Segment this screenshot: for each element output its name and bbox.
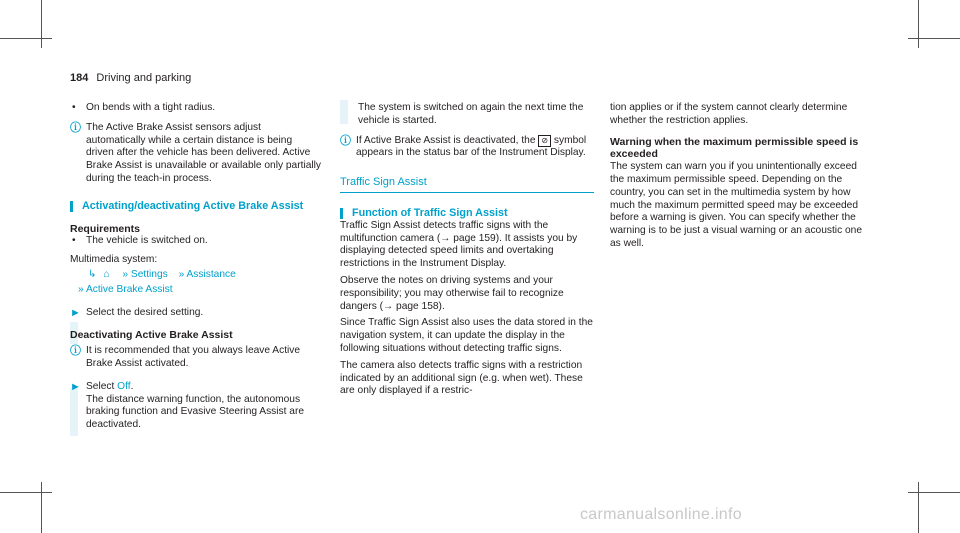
path-assistance: Assistance — [186, 268, 236, 280]
column-middle — [340, 102, 594, 398]
chevron-icon: » — [78, 283, 84, 295]
column-left — [70, 102, 322, 432]
menu-path — [70, 269, 322, 282]
paragraph: The camera also detects traffic signs with a restriction indicated by an additional sign (e.g. when wet). These are only displayed if a restric- — [340, 359, 583, 397]
crop-mark — [41, 0, 42, 48]
crop-mark — [0, 38, 52, 39]
path-active-brake: Active Brake Assist — [85, 283, 173, 295]
action-pre: Select — [86, 380, 118, 392]
note-text-b: symbol appears in the status bar of the Instrument Display. — [356, 134, 587, 159]
chevron-icon: » — [178, 268, 185, 280]
play-arrow-icon: ► — [70, 306, 81, 319]
note-text: The Active Brake Assist sensors adjust automatically while a certain distance is being driven after the vehicle has been delivered. Active Brake Assist is unavailable or available only partially during the teach-in process. — [86, 121, 321, 184]
info-icon: ⓘ — [340, 134, 351, 147]
crop-mark — [908, 492, 960, 493]
arrow-right-icon: ↳ — [88, 268, 97, 280]
section-heading: Warning when the maximum permissible speed is exceeded — [610, 135, 859, 161]
section-title: Traffic Sign Assist — [340, 176, 594, 193]
requirements-title: Requirements — [70, 222, 141, 235]
action-result: The distance warning function, the autonomous braking function and Evasive Steering Assist are deactivated. — [86, 393, 305, 431]
watermark: carmanualsonline.info — [580, 506, 742, 523]
info-icon: ⓘ — [70, 121, 81, 134]
off-option: Off — [117, 380, 131, 392]
column-right — [610, 102, 862, 251]
action-text: Select the desired setting. — [86, 306, 204, 318]
continuation-text: The system is switched on again the next time the vehicle is started. — [358, 102, 584, 126]
page-number: 184 — [70, 72, 89, 84]
deactivating-title: Deactivating Active Brake Assist — [70, 329, 233, 342]
paragraph: Observe the notes on driving systems and your responsibility; you may otherwise fail to recognize dangers (→ page 158). — [340, 274, 564, 312]
info-icon: ⓘ — [70, 345, 81, 358]
action-step — [70, 381, 322, 432]
continuation-text: tion applies or if the system cannot clearly determine whether the restriction applies. — [610, 102, 848, 126]
bullet-item: • On bends with a tight radius. — [70, 102, 322, 115]
body-text — [340, 220, 594, 398]
crop-mark — [0, 492, 52, 493]
note-text-a: If Active Brake Assist is deactivated, the — [356, 134, 536, 146]
chapter-title: Driving and parking — [96, 72, 192, 84]
paragraph: Traffic Sign Assist detects traffic signs with the multifunction camera (→ page 159). It assists you by displaying detected speed limits and overtaking restrictions in the Instrument Display. — [340, 219, 578, 270]
action-bar — [340, 100, 348, 124]
home-icon: ⌂ — [103, 268, 110, 280]
info-note — [340, 135, 594, 161]
brake-warning-icon: ⊘ — [538, 135, 551, 147]
paragraph: The system can warn you if you unintentionally exceed the maximum permissible speed. Depending on the country, you can set in the multimedia system by how much the maximum permitted speed may be exceeded before a warning is given. You can specify whether the warning is to be just a visual warning or an acoustic one as well. — [610, 161, 862, 249]
action-post: . — [130, 380, 134, 392]
crop-mark — [918, 0, 919, 48]
bullet-item: • The vehicle is switched on. — [70, 235, 322, 248]
crop-mark — [908, 38, 960, 39]
menu-path — [70, 284, 322, 297]
paragraph: Since Traffic Sign Assist also uses the data stored in the navigation system, it can update the display in the following situations without detecting traffic signs. — [340, 317, 593, 354]
info-note — [70, 122, 322, 186]
page-header — [70, 72, 191, 84]
multimedia-label: Multimedia system: — [70, 254, 158, 266]
action-step — [70, 307, 322, 320]
crop-mark — [918, 482, 919, 533]
path-settings: Settings — [130, 268, 168, 280]
section-heading: Activating/deactivating Active Brake Assist — [70, 200, 322, 213]
chevron-icon: » — [122, 268, 129, 280]
info-note — [70, 345, 322, 371]
play-arrow-icon: ► — [70, 380, 81, 393]
crop-mark — [41, 482, 42, 533]
section-heading: Function of Traffic Sign Assist — [340, 207, 594, 220]
note-text: It is recommended that you always leave Active Brake Assist activated. — [86, 345, 301, 369]
